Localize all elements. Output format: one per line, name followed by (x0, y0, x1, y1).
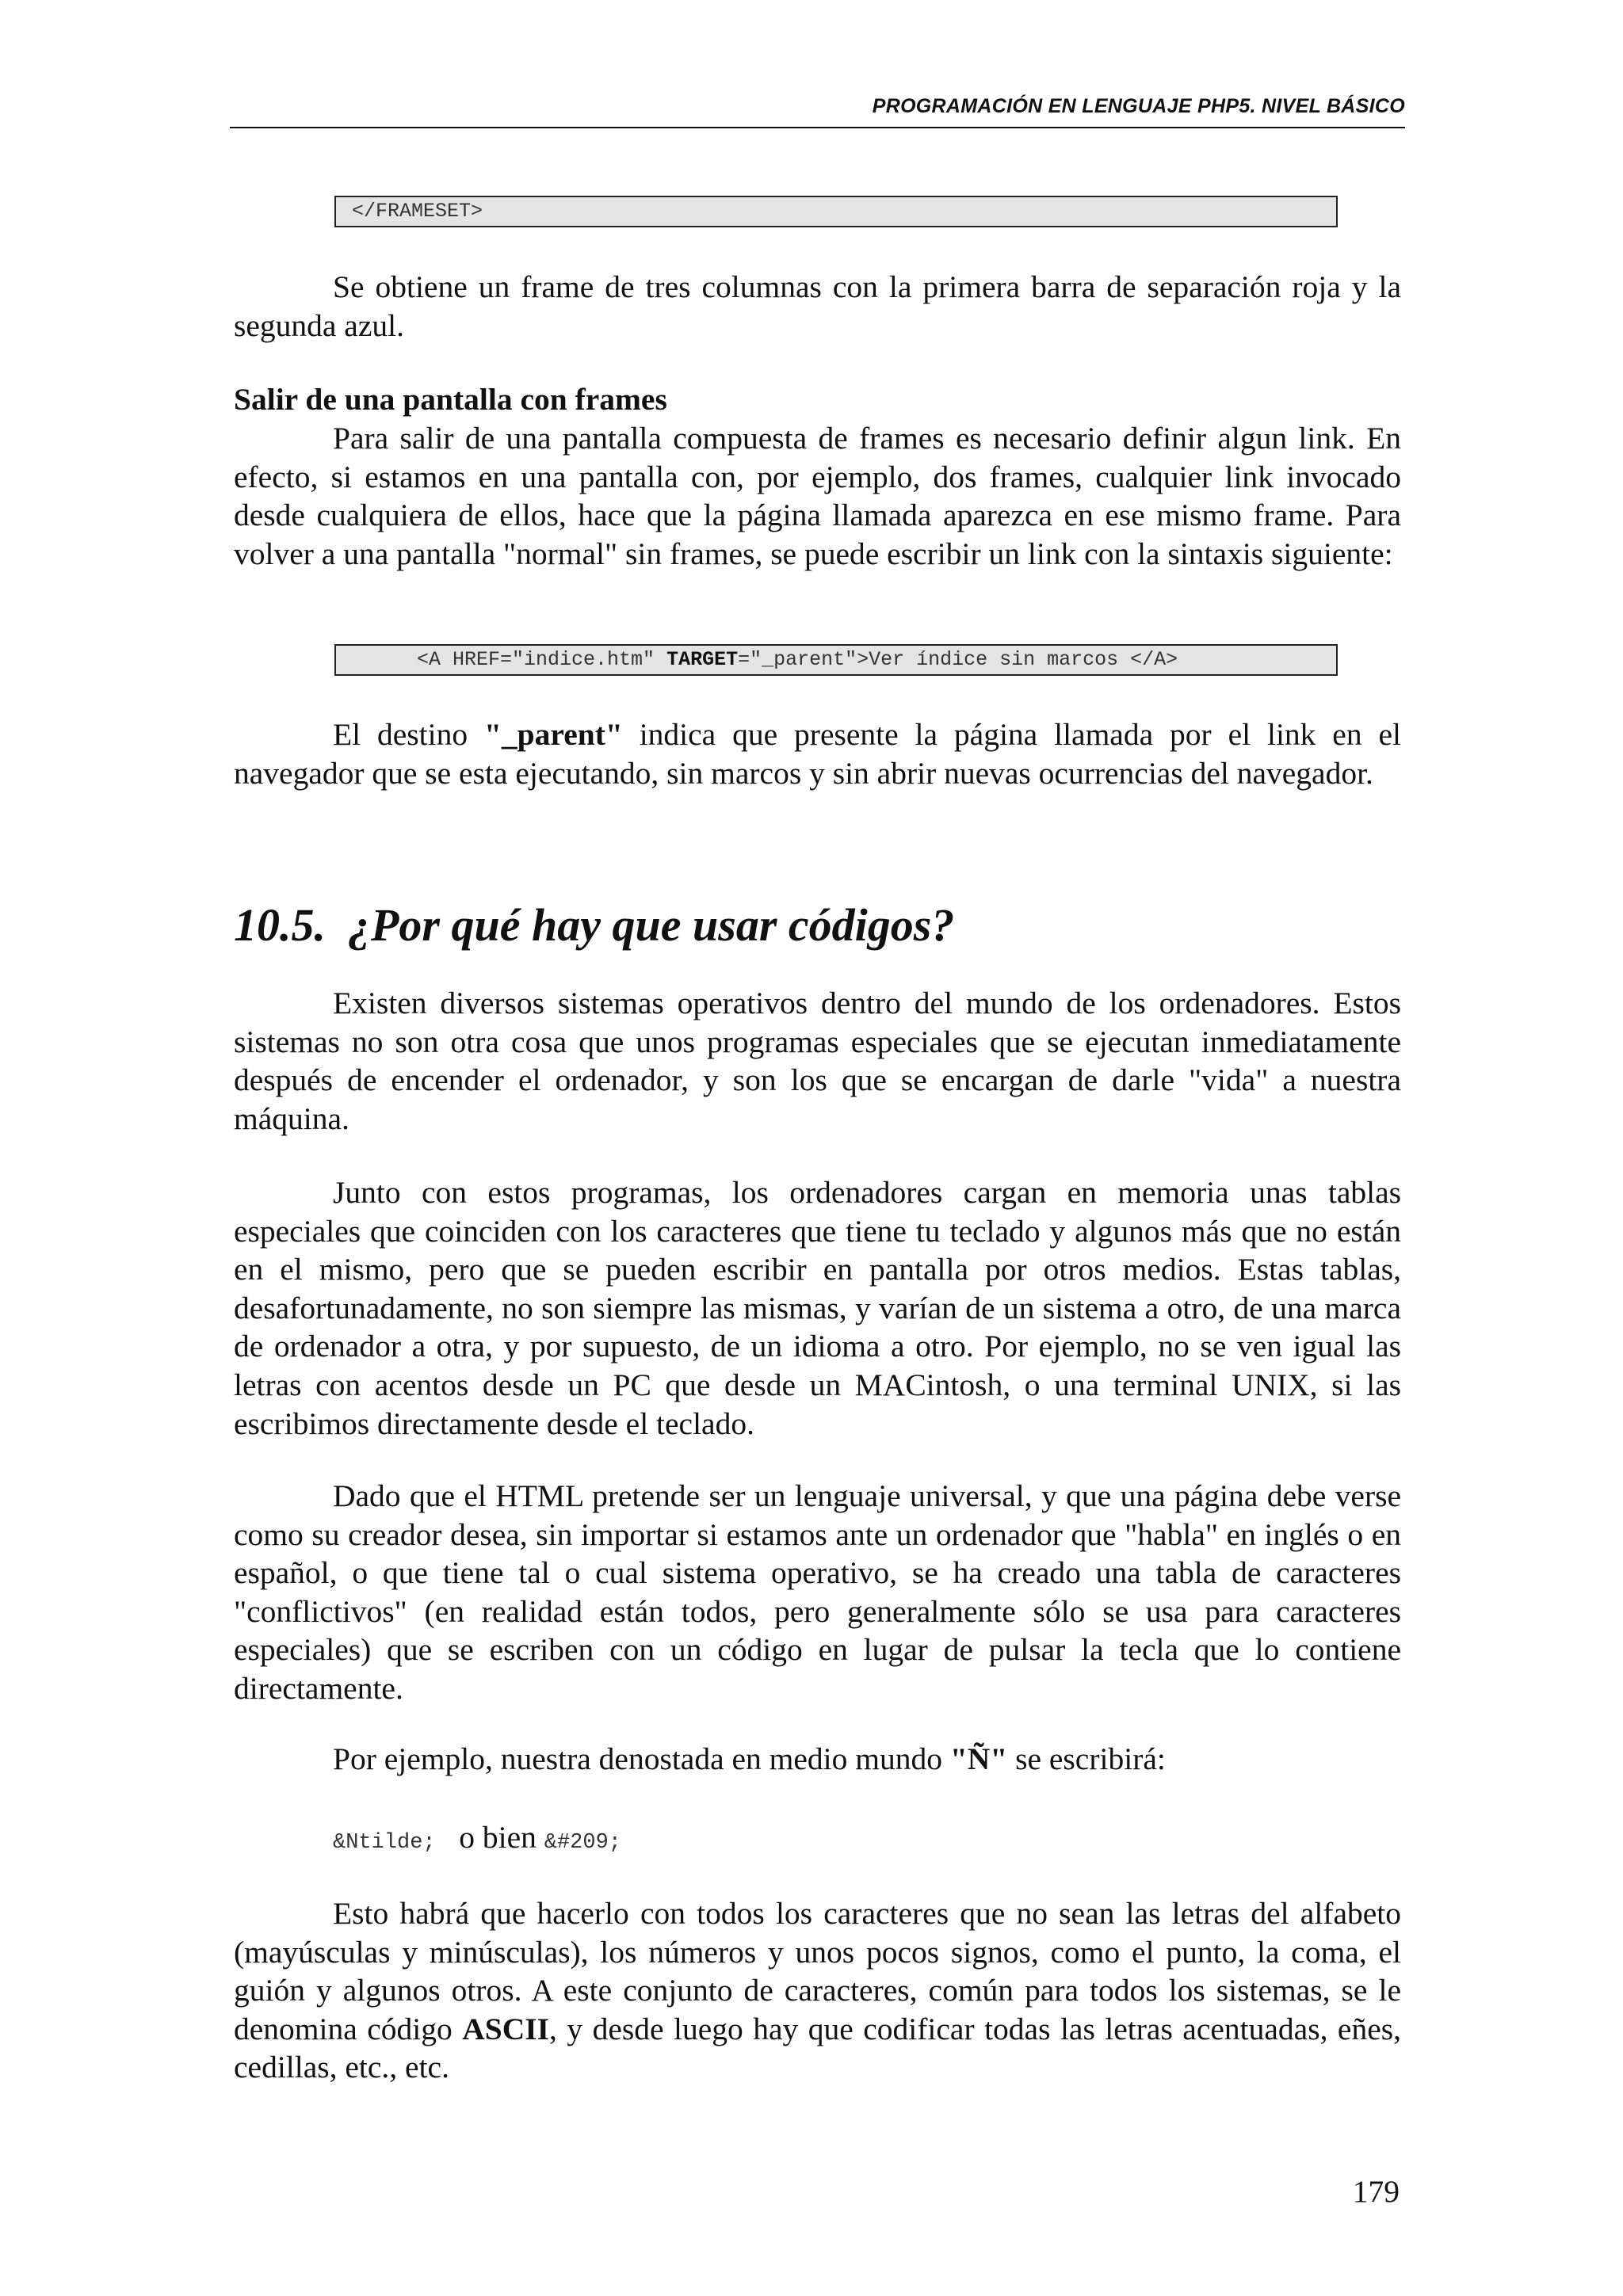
paragraph-enye-example (234, 1740, 1401, 1779)
code-text: </FRAMESET> (352, 200, 483, 223)
bold-ascii: ASCII (462, 2011, 549, 2046)
paragraph-text: Para salir de una pantalla compuesta de frames es necesario definir algun link. En efecto, si estamos en una pantalla con, por ejemplo, dos frames, cualquier link invocado desde cualquiera de ellos, hace que la página llamada aparezca en ese mismo frame. Para volver a una pantalla "normal" sin frames, se puede escribir un link con la sintaxis siguiente: (234, 421, 1401, 571)
paragraph-parent-target (234, 715, 1401, 792)
paragraph-text: Junto con estos programas, los ordenadores cargan en memoria unas tablas especiales que coinciden con los caracteres que tiene tu teclado y algunos más que no están en el mismo, pero que se pueden escribir en pantalla por otros medios. Estas tablas, desafortunadamente, no son siempre las mismas, y varían de un sistema a otro, de una marca de ordenador a otra, y por supuesto, de un idioma a otro. Por ejemplo, no se ven igual las letras con acentos desde un PC que desde un MACintosh, o una terminal UNIX, si las escribimos directamente desde el teclado. (234, 1175, 1401, 1441)
entity-code-named: &Ntilde; (333, 1831, 436, 1855)
code-keyword-target: TARGET (666, 648, 739, 671)
paragraph-exit-frames (234, 419, 1401, 573)
paragraph-text: Existen diversos sistemas operativos dentro del mundo de los ordenadores. Estos sistemas no son otra cosa que unos programas especiales que se ejecutan inmediatamente después de encender el ordenador, y son los que se encargan de darle "vida" a nuestra máquina. (234, 986, 1401, 1136)
entity-connector: o bien (459, 1820, 537, 1855)
subheading-exit-frames: Salir de una pantalla con frames (234, 382, 667, 417)
paragraph-ascii (234, 1894, 1401, 2087)
paragraph-operating-systems (234, 984, 1401, 1138)
bold-parent-keyword: "_parent" (484, 717, 623, 752)
paragraph-text: Por ejemplo, nuestra denostada en medio mundo (333, 1741, 950, 1776)
paragraph-frame-result (234, 268, 1401, 345)
header-rule (230, 127, 1405, 128)
section-heading (234, 898, 954, 953)
paragraph-character-tables (234, 1173, 1401, 1443)
paragraph-text: Dado que el HTML pretende ser un lenguaje universal, y que una página debe verse como su creador desea, sin importar si estamos ante un ordenador que "habla" en inglés o en español, o que tiene tal o cual sistema operativo, se ha creado una tabla de caracteres "conflictivos" (en realidad están todos, pero generalmente sólo se usa para caracteres especiales) que se escriben con un código en lugar de pulsar la tecla que lo contiene directamente. (234, 1478, 1401, 1706)
paragraph-text: se escribirá: (1007, 1741, 1166, 1776)
paragraph-html-universal (234, 1477, 1401, 1708)
page-number: 179 (1352, 2174, 1400, 2209)
paragraph-text: Esto habrá que hacerlo con todos los caracteres que no sean las letras del alfabeto (mayúsculas y minúsculas), los números y unos pocos signos, como el punto, la coma, el guión y algunos otros. A este conjunto de caracteres, común para todos los sistemas, se le denomina código (234, 1896, 1401, 2046)
code-box-anchor (334, 644, 1338, 676)
code-box-frameset (334, 196, 1338, 227)
paragraph-text: El destino (333, 717, 484, 752)
bold-enye: "Ñ" (949, 1741, 1008, 1776)
paragraph-text: indica que presente la página llamada por el link en el navegador que se esta ejecutando, sin marcos y sin abrir nuevas ocurrencias del navegador. (234, 717, 1401, 791)
section-title: ¿Por qué hay que usar códigos? (348, 899, 955, 951)
paragraph-text: , y desde luego hay que codificar todas las letras acentuadas, eñes, cedillas, etc., etc. (234, 2011, 1401, 2085)
code-text-before: <A HREF="indice.htm" (417, 648, 667, 671)
entity-codes-line (333, 1818, 621, 1863)
code-text-after: ="_parent">Ver índice sin marcos </A> (738, 648, 1178, 671)
paragraph-text: Se obtiene un frame de tres columnas con la primera barra de separación roja y la segunda azul. (234, 269, 1401, 343)
section-number: 10.5. (234, 899, 326, 951)
running-header: PROGRAMACIÓN EN LENGUAJE PHP5. NIVEL BÁSICO (872, 95, 1405, 117)
entity-code-numeric: &#209; (544, 1831, 621, 1855)
